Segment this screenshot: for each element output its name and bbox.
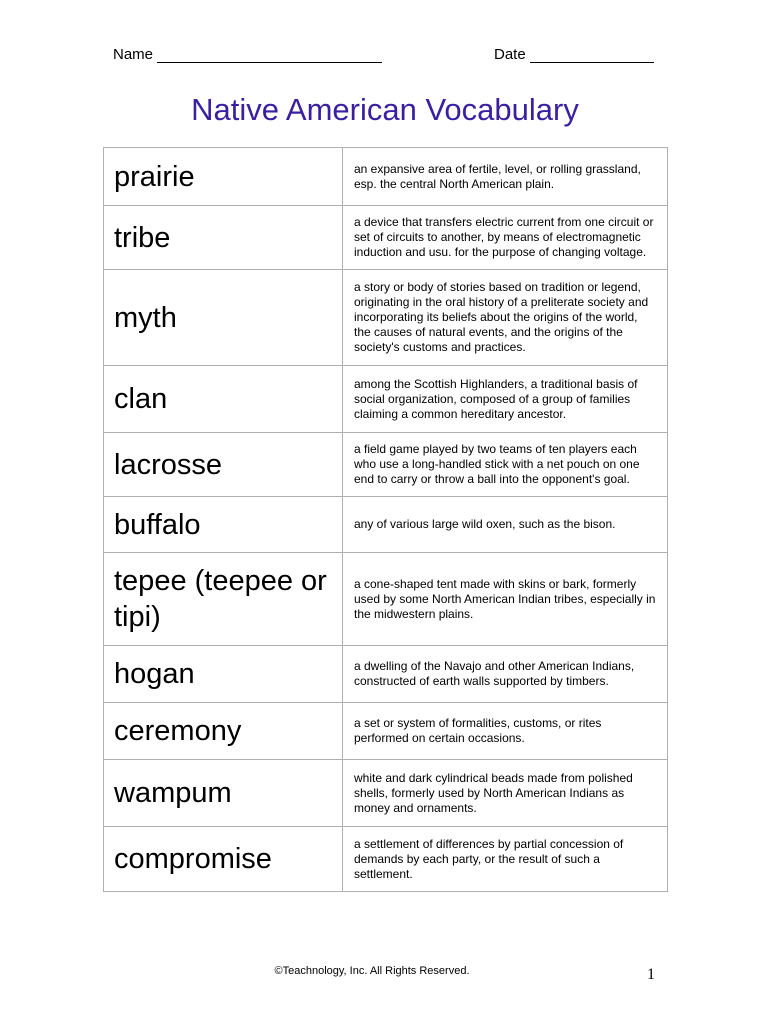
vocab-definition: a device that transfers electric current from one circuit or set of circuits to another, by means of electromagnetic induction and usu. for the purpose of changing voltage. [343, 206, 668, 270]
table-row [104, 760, 668, 827]
table-row [104, 703, 668, 760]
vocab-term: ceremony [104, 703, 343, 760]
name-label: Name [113, 46, 154, 63]
vocab-definition: white and dark cylindrical beads made from polished shells, formerly used by North American Indians as money and ornaments. [343, 760, 668, 827]
vocab-definition: a story or body of stories based on tradition or legend, originating in the oral history of a preliterate society and incorporating its beliefs about the origins of the world, the causes of natural events, and the origins of the society's customs and practices. [343, 270, 668, 366]
table-row [104, 148, 668, 206]
table-row [104, 433, 668, 497]
table-row [104, 206, 668, 270]
table-row [104, 270, 668, 366]
vocab-term: tepee (teepee or tipi) [104, 553, 343, 646]
name-blank-line[interactable] [157, 46, 382, 63]
date-blank-line[interactable] [530, 46, 654, 63]
vocab-term: wampum [104, 760, 343, 827]
copyright-footer: ©Teachnology, Inc. All Rights Reserved. [274, 965, 470, 977]
table-row [104, 827, 668, 892]
vocab-definition: an expansive area of fertile, level, or rolling grassland, esp. the central North American plain. [343, 148, 668, 206]
vocab-definition: a set or system of formalities, customs, or rites performed on certain occasions. [343, 703, 668, 760]
vocab-definition: among the Scottish Highlanders, a traditional basis of social organization, composed of a group of families claiming a common hereditary ancestor. [343, 366, 668, 433]
vocab-term: hogan [104, 646, 343, 703]
vocab-term: tribe [104, 206, 343, 270]
vocab-definition: any of various large wild oxen, such as the bison. [343, 497, 668, 553]
vocab-term: myth [104, 270, 343, 366]
page-title: Native American Vocabulary [191, 92, 579, 127]
vocab-term: buffalo [104, 497, 343, 553]
table-row [104, 646, 668, 703]
vocab-definition: a settlement of differences by partial concession of demands by each party, or the result of such a settlement. [343, 827, 668, 892]
date-field-row [494, 46, 654, 63]
vocab-definition: a cone-shaped tent made with skins or bark, formerly used by some North American Indian tribes, especially in the midwestern plains. [343, 553, 668, 646]
vocab-term: lacrosse [104, 433, 343, 497]
vocab-term: prairie [104, 148, 343, 206]
vocab-definition: a dwelling of the Navajo and other American Indians, constructed of earth walls supported by timbers. [343, 646, 668, 703]
table-row [104, 366, 668, 433]
vocab-term: clan [104, 366, 343, 433]
table-row [104, 497, 668, 553]
name-field-row [113, 46, 382, 63]
vocab-term: compromise [104, 827, 343, 892]
page-number: 1 [647, 966, 655, 983]
table-row [104, 553, 668, 646]
vocabulary-table [103, 147, 668, 892]
vocab-definition: a field game played by two teams of ten players each who use a long-handled stick with a net pouch on one end to carry or throw a ball into the opponent's goal. [343, 433, 668, 497]
date-label: Date [494, 46, 526, 63]
